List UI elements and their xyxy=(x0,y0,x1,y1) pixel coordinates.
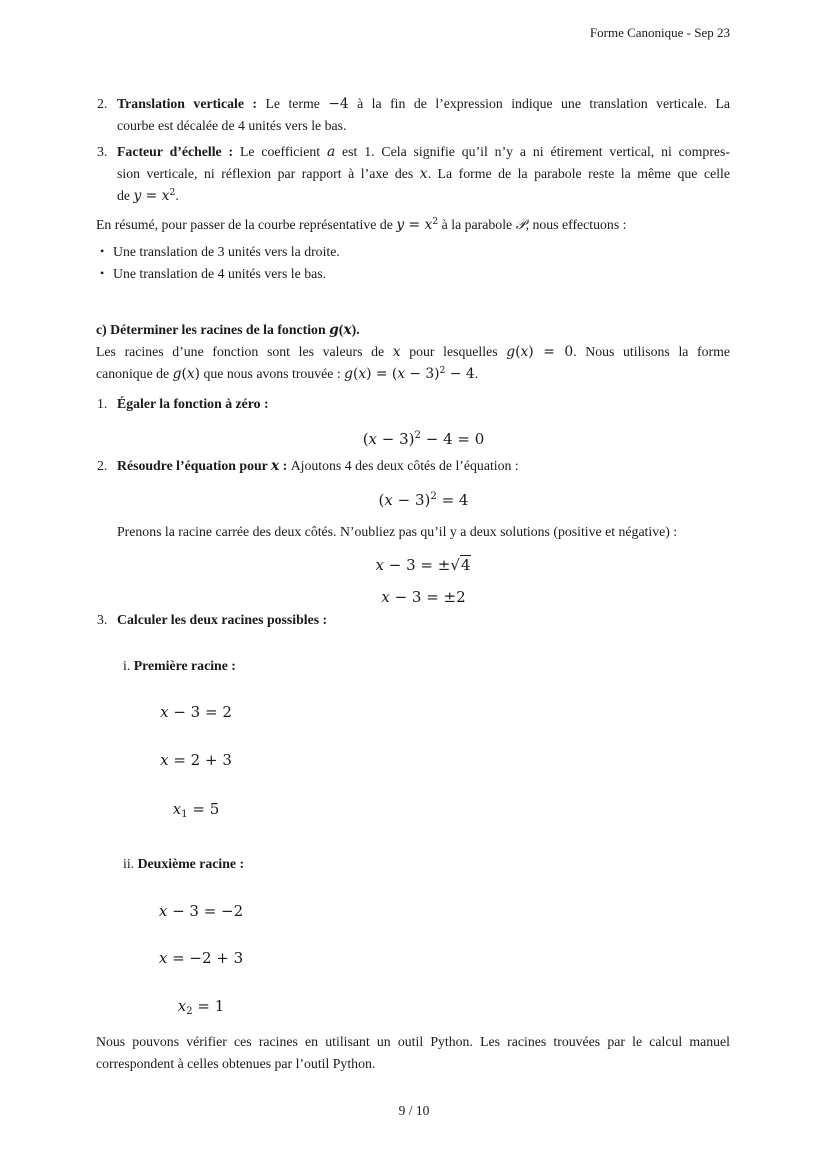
equation-x-minus-3-equals-pm-2: x − 3 = ±2 xyxy=(381,588,466,606)
bullet-icon: • xyxy=(100,266,105,280)
page-header xyxy=(590,25,730,41)
list-item-text: Calculer les deux racines possibles : xyxy=(117,612,328,627)
bullet-text: Une translation de 3 unités vers la droite. xyxy=(113,244,340,259)
page-content xyxy=(96,93,730,1075)
section-c-intro-paragraph: Les racines d’une fonction sont les valeurs de x pour lesquelles g(x) = 0. Nous utilisons la forme canonique de g(x) que nous avons trouvée : $g(x) = (x - 3)^2 - 4$. xyxy=(96,344,730,382)
list-item-facteur-echelle xyxy=(96,141,730,209)
closing-paragraph: Nous pouvons vérifier ces racines en utilisant un outil Python. Les racines trouvées par le calcul manuel correspondent à celles obtenues par l’outil Python. xyxy=(96,1034,730,1071)
list-item-text: Égaler la fonction à zéro : xyxy=(117,396,269,411)
step-resoudre-item xyxy=(96,455,730,477)
list-number: 1. xyxy=(97,396,108,411)
list-item-text: Résoudre l’équation pour x : Ajoutons 4 des deux côtés de l’équation : xyxy=(117,458,519,474)
list-number: 3. xyxy=(97,612,108,627)
equation-x-minus-3-squared-minus-4-equals-0: $(x - 3)^2 - 4 = 0$ xyxy=(362,430,485,448)
equation-first-root-step1: x − 3 = 2 xyxy=(160,703,232,721)
summary-paragraph: En résumé, pour passer de la courbe représentative de $y = x^2$ à la parabole 𝒫, nous effectuons : xyxy=(96,215,627,233)
equation-second-root-step2: x = −2 + 3 xyxy=(158,949,244,967)
equation-x-minus-3-squared-equals-4: $(x - 3)^2 = 4$ xyxy=(378,491,469,509)
list-item-text: Translation verticale : Le terme −4 à la fin de l’expression indique une translation verticale. La courbe est décalée de 4 unités vers le bas. xyxy=(117,96,731,133)
first-root-label: i. Première racine : xyxy=(123,658,236,673)
section-c-heading: c) Déterminer les racines de la fonction g(x). xyxy=(96,322,360,338)
list-number: 3. xyxy=(97,144,108,159)
bullet-item xyxy=(96,263,730,285)
bullet-icon: • xyxy=(100,244,105,258)
second-root-label: ii. Deuxième racine : xyxy=(123,856,245,871)
list-number: 2. xyxy=(97,458,108,473)
equation-first-root-step2: x = 2 + 3 xyxy=(160,751,232,769)
list-number: 2. xyxy=(97,96,108,111)
equation-first-root-result: x1 = 5 xyxy=(172,800,220,820)
equation-second-root-result: x2 = 1 xyxy=(177,997,225,1017)
list-item-text: Facteur d’échelle : Le coefficient a est 1. Cela signifie qu’il n’y a ni étirement vertical, ni compres- sion verticale, ni réflexion par rapport à l’axe des x. La forme de la parabole reste la même que celle de $y = x^2$. xyxy=(117,144,730,204)
header-title: Forme Canonique - Sep 23 xyxy=(589,25,730,40)
equation-x-minus-3-equals-pm-sqrt-4: x − 3 = ±√4 xyxy=(375,556,471,574)
equation-second-root-step1: x − 3 = −2 xyxy=(158,902,244,920)
bullet-item xyxy=(96,241,730,263)
page-number: 9 / 10 xyxy=(398,1103,430,1118)
step-calculer-item xyxy=(96,609,730,631)
sqrt-note-paragraph: Prenons la racine carrée des deux côtés. N’oubliez pas qu’il y a deux solutions (positive et négative) : xyxy=(117,524,678,539)
bullet-text: Une translation de 4 unités vers le bas. xyxy=(113,266,327,281)
list-item-translation-verticale xyxy=(96,93,730,137)
step-egaler-item xyxy=(96,393,730,415)
bullet-list xyxy=(96,241,730,285)
